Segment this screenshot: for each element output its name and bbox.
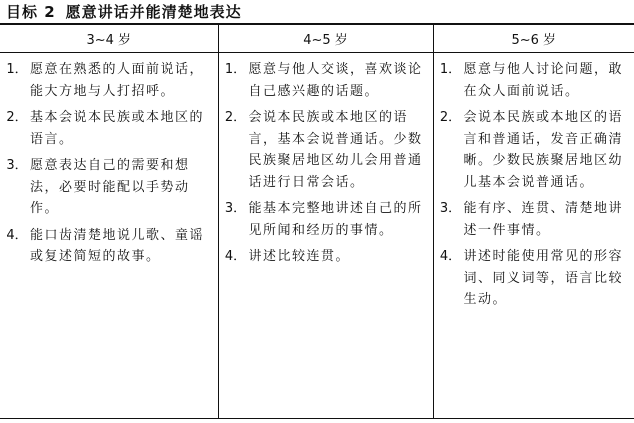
item-number: 4． [224, 249, 247, 264]
item-text: 愿意表达自己的需要和想法，必要时能配以手势动作。 [30, 158, 190, 216]
item-number: 4． [6, 227, 28, 243]
item-text: 讲述时能使用常见的形容词、同义词等，语言比较生动。 [463, 249, 624, 307]
list-item [434, 107, 634, 193]
column-3-4 [0, 53, 218, 419]
goal-title: 愿意讲话并能清楚地表达 [65, 3, 242, 21]
item-text: 基本会说本民族或本地区的语言。 [30, 110, 205, 147]
column-5-6 [433, 53, 634, 419]
list-item [434, 198, 634, 241]
list-item [0, 107, 218, 150]
item-number: 1． [224, 62, 247, 77]
item-list [434, 59, 634, 311]
item-number: 3． [6, 158, 28, 173]
list-item [434, 246, 634, 311]
item-number: 2． [6, 110, 28, 125]
item-number: 3． [224, 201, 247, 216]
item-text: 会说本民族或本地区的语言和普通话，发音正确清晰。少数民族聚居地区幼儿基本会说普通话。 [463, 110, 624, 190]
item-text: 愿意与他人交谈，喜欢谈论自己感兴趣的话题。 [248, 62, 423, 99]
item-text: 能有序、连贯、清楚地讲述一件事情。 [463, 201, 624, 238]
goal-label: 目标 2 [6, 3, 56, 21]
content-row [0, 53, 634, 419]
list-item [219, 59, 433, 102]
item-number: 3． [439, 201, 462, 216]
age-goal-table [0, 23, 634, 419]
item-text: 愿意在熟悉的人面前说话，能大方地与人打招呼。 [30, 62, 205, 99]
item-list [219, 59, 433, 268]
list-item [219, 107, 433, 193]
list-item [0, 59, 218, 102]
item-number: 2． [439, 110, 462, 125]
list-item [219, 246, 433, 268]
header-row [0, 24, 634, 53]
item-number: 2． [224, 110, 247, 125]
item-number: 4． [439, 249, 462, 264]
list-item [0, 225, 218, 268]
item-number: 1． [439, 62, 462, 77]
item-text: 能口齿清楚地说儿歌、童谣或复述简短的故事。 [30, 227, 205, 264]
item-list [0, 59, 218, 268]
column-header-3-4: 3~4 岁 [0, 24, 218, 53]
list-item [219, 198, 433, 241]
list-item [0, 155, 218, 220]
item-number: 1． [6, 62, 28, 77]
item-text: 能基本完整地讲述自己的所见所闻和经历的事情。 [248, 201, 423, 238]
list-item [434, 59, 634, 102]
item-text: 会说本民族或本地区的语言，基本会说普通话。少数民族聚居地区幼儿会用普通话进行日常会话。 [248, 110, 423, 190]
item-text: 愿意与他人讨论问题，敢在众人面前说话。 [463, 62, 624, 99]
column-4-5 [218, 53, 433, 419]
item-text: 讲述比较连贯。 [248, 249, 351, 264]
column-header-5-6: 5~6 岁 [433, 24, 634, 53]
goal-heading [6, 2, 242, 22]
column-header-4-5: 4~5 岁 [218, 24, 433, 53]
